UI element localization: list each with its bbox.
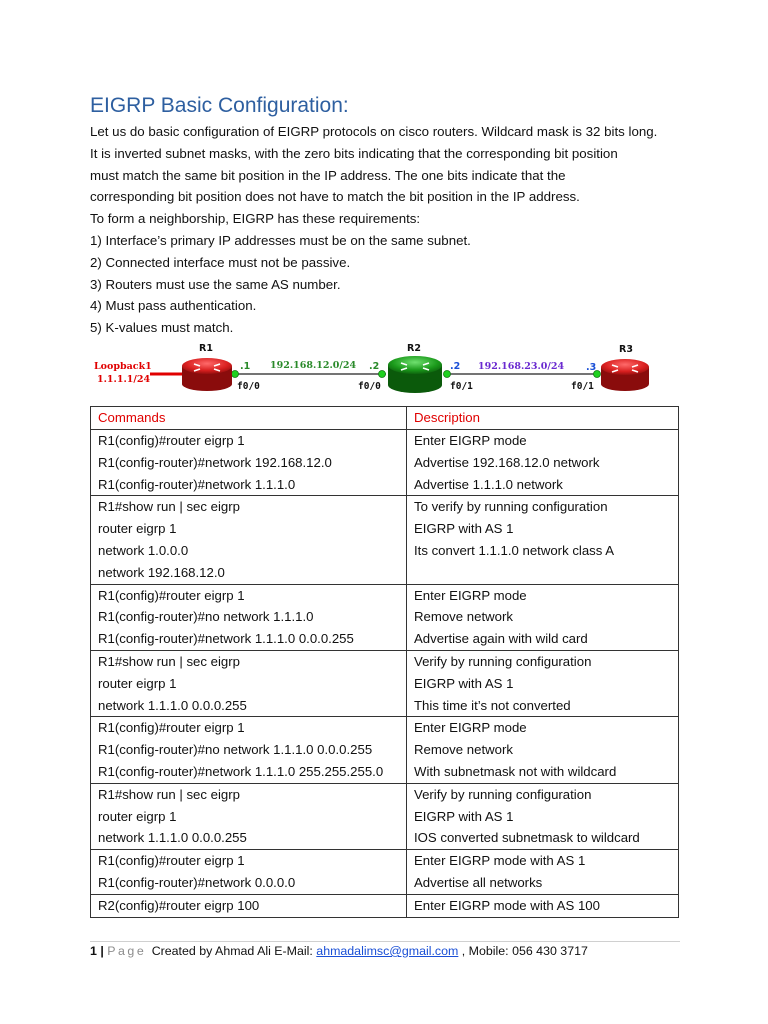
command-line: R1(config)#router eigrp 1	[98, 433, 245, 448]
command-line: R1(config-router)#network 1.1.1.0 255.255.255.0	[98, 763, 384, 779]
command-line: R1(config)#router eigrp 1	[98, 720, 245, 736]
interface-label: f0/1	[571, 381, 594, 392]
description-line: Advertise again with wild card	[414, 631, 588, 647]
description-line: Remove network	[414, 609, 513, 625]
command-line: network 1.1.1.0 0.0.0.255	[98, 830, 247, 846]
command-line: R1(config-router)#network 1.1.1.0	[98, 476, 296, 492]
command-line: R1(config-router)#network 192.168.12.0	[98, 454, 332, 470]
interface-label: f0/1	[450, 381, 473, 392]
host-label: .3	[586, 362, 597, 373]
command-cell	[91, 650, 407, 716]
command-line: R1#show run | sec eigrp	[98, 653, 240, 669]
command-line: router eigrp 1	[98, 808, 177, 824]
requirement-item: 1) Interface’s primary IP addresses must be on the same subnet.	[90, 232, 471, 248]
command-line: network 1.1.1.0 0.0.0.255	[98, 697, 247, 713]
intro-paragraph	[90, 121, 690, 339]
command-line: R1(config-router)#network 0.0.0.0	[98, 874, 296, 890]
command-line: R1(config-router)#network 1.1.1.0 0.0.0.255	[98, 631, 354, 647]
network-label-23: 192.168.23.0/24	[478, 361, 565, 372]
footer-separator: |	[100, 944, 104, 958]
command-cell	[91, 584, 407, 650]
description-cell	[407, 496, 679, 584]
paragraph-line: corresponding bit position does not have to match the bit position in the IP address.	[90, 189, 580, 205]
author-text: Created by Ahmad Ali E-Mail:	[151, 944, 313, 958]
command-line: R1#show run | sec eigrp	[98, 499, 240, 515]
command-line: router eigrp 1	[98, 521, 177, 537]
paragraph-line: It is inverted subnet masks, with the zero bits indicating that the corresponding bit position	[90, 145, 618, 161]
router-r2-icon	[388, 356, 442, 393]
interface-dot	[232, 371, 239, 378]
table-row	[91, 783, 679, 849]
description-line: To verify by running configuration	[414, 499, 608, 515]
interface-label: f0/0	[237, 381, 260, 392]
description-cell	[407, 430, 679, 496]
description-line: Verify by running configuration	[414, 786, 592, 802]
command-cell	[91, 430, 407, 496]
command-line: R1#show run | sec eigrp	[98, 786, 240, 802]
commands-table	[90, 406, 679, 918]
description-line: Advertise 192.168.12.0 network	[414, 454, 600, 470]
router-r1-label: R1	[199, 343, 213, 354]
description-line: Enter EIGRP mode with AS 100	[414, 897, 600, 913]
paragraph-line: Let us do basic configuration of EIGRP protocols on cisco routers. Wildcard mask is 32 bits long.	[90, 124, 658, 139]
paragraph-line: To form a neighborship, EIGRP has these requirements:	[90, 211, 421, 227]
description-line: EIGRP with AS 1	[414, 521, 514, 537]
requirement-item: 3) Routers must use the same AS number.	[90, 276, 341, 292]
paragraph-line: must match the same bit position in the IP address. The one bits indicate that the	[90, 167, 566, 183]
page-footer	[90, 944, 588, 958]
host-label: .2	[369, 361, 380, 372]
command-line: R2(config)#router eigrp 100	[98, 897, 260, 913]
footer-divider	[90, 941, 680, 942]
description-line: Advertise all networks	[414, 874, 543, 890]
mobile-text: , Mobile: 056 430 3717	[461, 944, 588, 958]
table-row	[91, 496, 679, 584]
loopback-name-label: Loopback1	[94, 361, 152, 372]
description-line: EIGRP with AS 1	[414, 808, 514, 824]
page-number: 1	[90, 944, 97, 958]
command-cell	[91, 783, 407, 849]
table-row	[91, 894, 679, 917]
email-link[interactable]: ahmadalimsc@gmail.com	[316, 944, 459, 958]
description-cell	[407, 650, 679, 716]
table-row	[91, 717, 679, 783]
loopback-ip-label: 1.1.1.1/24	[97, 374, 151, 385]
command-line: R1(config)#router eigrp 1	[98, 853, 245, 869]
requirement-item: 5) K-values must match.	[90, 320, 234, 336]
command-line: network 1.0.0.0	[98, 542, 189, 558]
interface-dot	[379, 371, 386, 378]
command-line: R1(config)#router eigrp 1	[98, 587, 245, 603]
router-r3-label: R3	[619, 344, 633, 355]
network-label-12: 192.168.12.0/24	[270, 360, 357, 371]
description-cell	[407, 717, 679, 783]
interface-label: f0/0	[358, 381, 381, 392]
page-word: Page	[107, 944, 147, 958]
description-cell	[407, 584, 679, 650]
description-cell	[407, 894, 679, 917]
command-cell	[91, 496, 407, 584]
description-line: Enter EIGRP mode	[414, 433, 527, 448]
network-topology-diagram	[90, 338, 690, 400]
router-r3-icon	[601, 359, 649, 391]
description-line: Enter EIGRP mode with AS 1	[414, 853, 586, 869]
description-header: Description	[407, 407, 679, 430]
router-r1-icon	[182, 358, 232, 391]
command-line: network 192.168.12.0	[98, 564, 225, 580]
host-label: .2	[450, 361, 461, 372]
command-line: router eigrp 1	[98, 675, 177, 691]
command-cell	[91, 850, 407, 895]
description-cell	[407, 783, 679, 849]
table-header-row	[91, 407, 679, 430]
description-line: EIGRP with AS 1	[414, 675, 514, 691]
command-cell	[91, 717, 407, 783]
host-label: .1	[240, 361, 251, 372]
description-line: Remove network	[414, 742, 513, 758]
description-line: Enter EIGRP mode	[414, 720, 527, 736]
table-row	[91, 850, 679, 895]
command-line: R1(config-router)#no network 1.1.1.0 0.0.0.255	[98, 742, 373, 758]
command-cell	[91, 894, 407, 917]
description-cell	[407, 850, 679, 895]
requirement-item: 4) Must pass authentication.	[90, 298, 257, 314]
command-line: R1(config-router)#no network 1.1.1.0	[98, 609, 314, 625]
description-line: Advertise 1.1.1.0 network	[414, 476, 563, 492]
description-line: Verify by running configuration	[414, 653, 592, 669]
description-line: Enter EIGRP mode	[414, 587, 527, 603]
description-line: IOS converted subnetmask to wildcard	[414, 830, 640, 846]
commands-header: Commands	[91, 407, 407, 430]
description-line: Its convert 1.1.1.0 network class A	[414, 542, 615, 558]
description-line: With subnetmask not with wildcard	[414, 763, 617, 779]
description-line: This time it’s not converted	[414, 697, 571, 713]
page-title: EIGRP Basic Configuration:	[90, 94, 349, 117]
router-r2-label: R2	[407, 343, 421, 354]
requirement-item: 2) Connected interface must not be passive.	[90, 254, 351, 270]
description-line	[414, 562, 678, 584]
table-row	[91, 650, 679, 716]
table-row	[91, 430, 679, 496]
table-row	[91, 584, 679, 650]
